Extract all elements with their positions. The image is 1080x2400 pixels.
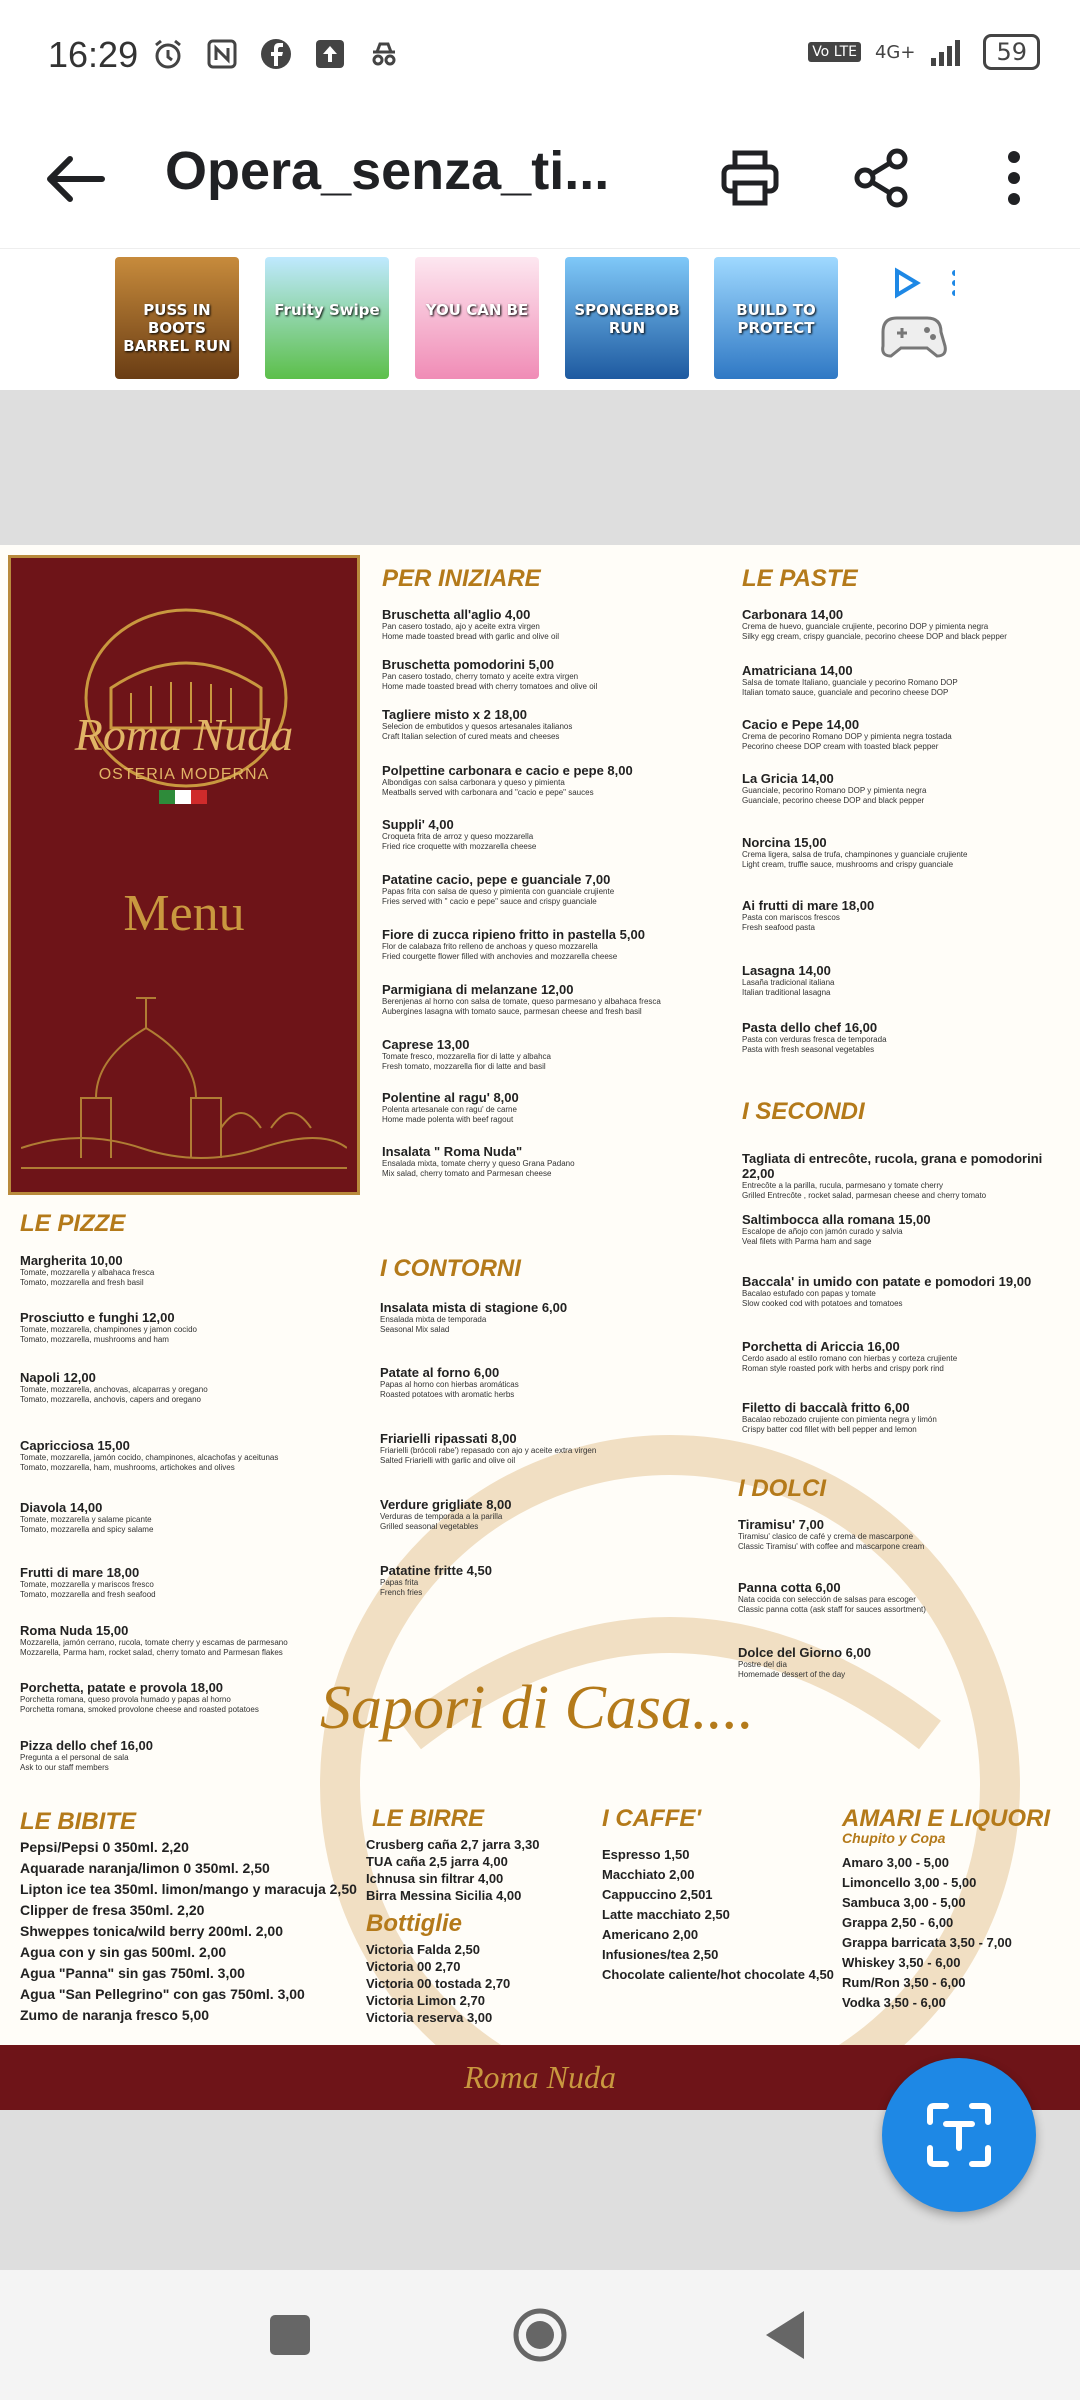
item-desc-es: Cerdo asado al estilo romano con hierbas y corteza crujiente bbox=[742, 1354, 958, 1363]
item-desc-es: Tomate fresco, mozzarella fior di latte y albahca bbox=[382, 1052, 551, 1061]
item-desc-es: Pan casero tostado, cherry tomato y aceite extra virgen bbox=[382, 672, 579, 681]
amari-title: AMARI E LIQUORI bbox=[842, 1805, 1050, 1832]
print-icon[interactable] bbox=[710, 138, 790, 218]
status-time: 16:29 bbox=[48, 34, 139, 75]
per_iniziare-item bbox=[382, 1037, 712, 1072]
item-name: Polpettine carbonara e cacio e pepe 8,00 bbox=[382, 763, 633, 778]
ad-banner[interactable] bbox=[0, 248, 1080, 389]
item-desc-en: Roman style roasted pork with herbs and crispy pork rind bbox=[742, 1364, 944, 1373]
item-name: Dolce del Giorno 6,00 bbox=[738, 1645, 871, 1660]
italian-flag bbox=[159, 790, 207, 804]
item-desc-es: Guanciale, pecorino Romano DOP y pimienta negra bbox=[742, 786, 927, 795]
amari-item: Sambuca 3,00 - 5,00 bbox=[842, 1895, 966, 1910]
ad-tile-5[interactable] bbox=[714, 257, 838, 379]
item-desc-es: Lasaña tradicional italiana bbox=[742, 978, 835, 987]
item-desc-en: Mix salad, cherry tomato and Parmesan cheese bbox=[382, 1169, 552, 1178]
ad-tile-3[interactable] bbox=[415, 257, 539, 379]
le_pizze-item bbox=[20, 1253, 350, 1288]
item-desc-es: Porchetta romana, queso provola humado y papas al horno bbox=[20, 1695, 231, 1704]
item-desc-en: Pasta with fresh seasonal vegetables bbox=[742, 1045, 875, 1054]
per_iniziare-item bbox=[382, 1144, 712, 1179]
item-name: Patatine fritte 4,50 bbox=[380, 1563, 492, 1578]
amari-item: Whiskey 3,50 - 6,00 bbox=[842, 1955, 961, 1970]
le_birre-item: Ichnusa sin filtrar 4,00 bbox=[366, 1871, 504, 1886]
le_bibite-title: LE BIBITE bbox=[20, 1808, 137, 1835]
i_secondi-item bbox=[742, 1339, 1072, 1374]
i_caffe-item: Cappuccino 2,501 bbox=[602, 1887, 713, 1902]
item-name: Fiore di zucca ripieno fritto in pastella 5,00 bbox=[382, 927, 645, 942]
item-desc-en: Meatballs served with carbonara and "cacio e pepe" sauces bbox=[382, 788, 594, 797]
item-desc-es: Berenjenas al horno con salsa de tomate, queso parmesano y albahaca fresca bbox=[382, 997, 661, 1006]
i_secondi-item bbox=[742, 1274, 1072, 1309]
item-desc-en: Fresh seafood pasta bbox=[742, 923, 815, 932]
item-desc-es: Papas al horno con hierbas aromáticas bbox=[380, 1380, 519, 1389]
bottiglie-item: Victoria 00 2,70 bbox=[366, 1959, 461, 1974]
footer-brand: Roma Nuda bbox=[464, 2059, 616, 2095]
per_iniziare-title: PER INIZIARE bbox=[382, 565, 541, 592]
item-desc-en: Salted Friarielli with garlic and olive oil bbox=[380, 1456, 516, 1465]
arrow-back-icon[interactable] bbox=[40, 144, 110, 214]
item-desc-en: Home made toasted bread with cherry tomatoes and olive oil bbox=[382, 682, 598, 691]
le_pizze-item bbox=[20, 1738, 350, 1773]
item-name: Bruschetta all'aglio 4,00 bbox=[382, 607, 531, 622]
le_bibite-item: Agua "Panna" sin gas 750ml. 3,00 bbox=[20, 1965, 245, 1981]
le_bibite-item: Agua "San Pellegrino" con gas 750ml. 3,00 bbox=[20, 1986, 305, 2002]
item-name: Pasta dello chef 16,00 bbox=[742, 1020, 878, 1035]
item-desc-en: Slow cooked cod with potatoes and tomatoes bbox=[742, 1299, 903, 1308]
le_bibite-item: Zumo de naranja fresco 5,00 bbox=[20, 2007, 210, 2023]
item-name: Tagliata di entrecôte, rucola, grana e pomodorini 22,00 bbox=[742, 1151, 1043, 1181]
le_bibite-item: Shweppes tonica/wild berry 200ml. 2,00 bbox=[20, 1923, 283, 1939]
le_bibite-item: Lipton ice tea 350ml. limon/mango y maracuja 2,50 bbox=[20, 1881, 357, 1897]
per_iniziare-item bbox=[382, 817, 712, 852]
network-type: 4G+ bbox=[874, 41, 916, 63]
amari-item: Grappa barricata 3,50 - 7,00 bbox=[842, 1935, 1012, 1950]
i_contorni-item bbox=[380, 1497, 710, 1532]
i_secondi-item bbox=[742, 1151, 1072, 1201]
amari-item: Amaro 3,00 - 5,00 bbox=[842, 1855, 949, 1870]
alarm-icon bbox=[150, 36, 186, 72]
item-desc-es: Selecion de embutidos y quesos artesanales italianos bbox=[382, 722, 573, 731]
i_caffe-item: Infusiones/tea 2,50 bbox=[602, 1947, 719, 1962]
item-desc-es: Albondigas con salsa carbonara y queso y pimienta bbox=[382, 778, 565, 787]
item-desc-en: Fried rice croquette with mozzarella cheese bbox=[382, 842, 537, 851]
ad-choices[interactable] bbox=[875, 257, 955, 379]
i_contorni-item bbox=[380, 1431, 710, 1466]
item-desc-en: Grilled Entrecôte , rocket salad, parmesan cheese and cherry tomato bbox=[742, 1191, 987, 1200]
item-desc-en: Tomato, mozzarella, anchovis, capers and oregano bbox=[20, 1395, 201, 1404]
le_pizze-item bbox=[20, 1500, 350, 1535]
item-desc-es: Tomate, mozzarella, jamón cocido, champinones, alcachofas y aceitunas bbox=[20, 1453, 279, 1462]
i_contorni-item bbox=[380, 1365, 710, 1400]
item-name: Patatine cacio, pepe e guanciale 7,00 bbox=[382, 872, 611, 887]
item-name: Margherita 10,00 bbox=[20, 1253, 123, 1268]
item-desc-en: Tomato, mozzarella and spicy salame bbox=[20, 1525, 154, 1534]
item-desc-es: Croqueta frita de arroz y queso mozzarella bbox=[382, 832, 534, 841]
item-desc-es: Tomate, mozzarella y salame picante bbox=[20, 1515, 152, 1524]
le_paste-item bbox=[742, 963, 1072, 998]
item-desc-en: Roasted potatoes with aromatic herbs bbox=[380, 1390, 515, 1399]
item-name: La Gricia 14,00 bbox=[742, 771, 834, 786]
item-name: Insalata mista di stagione 6,00 bbox=[380, 1300, 568, 1315]
volte-badge: Vo LTE bbox=[808, 42, 861, 62]
system-nav-bar bbox=[0, 2270, 1080, 2400]
i_caffe-item: Macchiato 2,00 bbox=[602, 1867, 695, 1882]
per_iniziare-item bbox=[382, 927, 712, 962]
per_iniziare-item bbox=[382, 872, 712, 907]
per_iniziare-item bbox=[382, 657, 712, 692]
le_paste-item bbox=[742, 607, 1072, 642]
le_birre-title: LE BIRRE bbox=[372, 1805, 485, 1832]
i_caffe-item: Chocolate caliente/hot chocolate 4,50 bbox=[602, 1967, 834, 1982]
upload-icon bbox=[312, 36, 348, 72]
i_contorni-item bbox=[380, 1300, 710, 1335]
item-desc-en: Light cream, truffle sauce, mushrooms and crispy guanciale bbox=[742, 860, 954, 869]
item-desc-en: Fresh tomato, mozzarella fior di latte and basil bbox=[382, 1062, 546, 1071]
le_birre-item: TUA caña 2,5 jarra 4,00 bbox=[366, 1854, 508, 1869]
le_bibite-item: Clipper de fresa 350ml. 2,20 bbox=[20, 1902, 205, 1918]
amari-item: Rum/Ron 3,50 - 6,00 bbox=[842, 1975, 966, 1990]
le_paste-item bbox=[742, 835, 1072, 870]
per_iniziare-item bbox=[382, 707, 712, 742]
item-name: Polentine al ragu' 8,00 bbox=[382, 1090, 519, 1105]
item-desc-es: Tiramisu' clasico de café y crema de mascarpone bbox=[738, 1532, 914, 1541]
le_pizze-title: LE PIZZE bbox=[20, 1210, 126, 1237]
item-name: Insalata " Roma Nuda" bbox=[382, 1144, 523, 1159]
item-desc-es: Crema de huevo, guanciale crujiente, pecorino DOP y pimienta negra bbox=[742, 622, 989, 631]
item-desc-es: Mozzarella, jamón cerrano, rucola, tomate cherry y escamas de parmesano bbox=[20, 1638, 288, 1647]
item-desc-es: Pregunta a el personal de sala bbox=[20, 1753, 129, 1762]
ad-tile-1[interactable] bbox=[115, 257, 239, 379]
item-name: Diavola 14,00 bbox=[20, 1500, 103, 1515]
i_contorni-title: I CONTORNI bbox=[380, 1255, 521, 1282]
le_pizze-item bbox=[20, 1680, 350, 1715]
amari-item: Limoncello 3,00 - 5,00 bbox=[842, 1875, 977, 1890]
item-desc-es: Crema de pecorino Romano DOP y pimienta negra tostada bbox=[742, 732, 952, 741]
item-name: Porchetta, patate e provola 18,00 bbox=[20, 1680, 224, 1695]
brand-subtitle: OSTERIA MODERNA bbox=[98, 766, 270, 783]
item-desc-es: Escalope de añojo con jamón curado y salvia bbox=[742, 1227, 903, 1236]
per_iniziare-item bbox=[382, 982, 712, 1017]
bottiglie-item: Victoria Falda 2,50 bbox=[366, 1942, 480, 1957]
item-desc-en: Tomato, mozzarella and fresh basil bbox=[20, 1278, 144, 1287]
le_pizze-item bbox=[20, 1623, 350, 1658]
item-name: Pizza dello chef 16,00 bbox=[20, 1738, 153, 1753]
le_paste-item bbox=[742, 717, 1072, 752]
item-desc-en: Seasonal Mix salad bbox=[380, 1325, 450, 1334]
app-bar bbox=[0, 110, 1080, 245]
item-desc-en: Silky egg cream, crispy guanciale, pecorino cheese DOP and black pepper bbox=[742, 632, 1007, 641]
amari-subtitle: Chupito y Copa bbox=[842, 1830, 946, 1846]
item-name: Porchetta di Ariccia 16,00 bbox=[742, 1339, 900, 1354]
item-desc-en: Aubergines lasagna with tomato sauce, parmesan cheese and fresh basil bbox=[382, 1007, 642, 1016]
scan-text-icon bbox=[924, 2100, 994, 2170]
per_iniziare-item bbox=[382, 607, 712, 642]
ad-tile-4[interactable] bbox=[565, 257, 689, 379]
item-desc-es: Tomate, mozzarella y mariscos fresco bbox=[20, 1580, 154, 1589]
item-name: Saltimbocca alla romana 15,00 bbox=[742, 1212, 931, 1227]
item-name: Patate al forno 6,00 bbox=[380, 1365, 500, 1380]
item-desc-en: Fried courgette flower filled with anchovies and mozzarella cheese bbox=[382, 952, 618, 961]
i_caffe-title: I CAFFE' bbox=[602, 1805, 702, 1832]
facebook-icon bbox=[258, 36, 294, 72]
item-desc-en: Tomato, mozzarella and fresh seafood bbox=[20, 1590, 156, 1599]
cover-panel bbox=[8, 555, 360, 1195]
le_paste-item bbox=[742, 1020, 1072, 1055]
item-desc-en: Classic Tiramisu' with coffee and mascarpone cream bbox=[738, 1542, 925, 1551]
item-desc-es: Entrecôte a la parilla, rucula, parmesano y tomate cherry bbox=[742, 1181, 943, 1190]
brand-name: Roma Nuda bbox=[74, 709, 294, 760]
i_dolci-item bbox=[738, 1580, 1078, 1615]
item-desc-es: Pasta con mariscos frescos bbox=[742, 913, 840, 922]
item-desc-en: Italian traditional lasagna bbox=[742, 988, 831, 997]
item-desc-en: Home made toasted bread with garlic and olive oil bbox=[382, 632, 559, 641]
le_paste-item bbox=[742, 663, 1072, 698]
item-desc-en: Fries served with " cacio e pepe" sauce and crispy guanciale bbox=[382, 897, 597, 906]
menu-word: Menu bbox=[123, 885, 245, 942]
item-desc-en: Italian tomato sauce, guanciale and pecorino cheese DOP bbox=[742, 688, 949, 697]
i_dolci-item bbox=[738, 1645, 1078, 1680]
ad-tile-2[interactable] bbox=[265, 257, 389, 379]
menu-page bbox=[0, 545, 1080, 2110]
more-vert-icon[interactable] bbox=[974, 138, 1054, 218]
share-icon[interactable] bbox=[842, 138, 922, 218]
item-desc-es: Tomate, mozzarella, champinones y jamon cocido bbox=[20, 1325, 197, 1334]
item-name: Norcina 15,00 bbox=[742, 835, 827, 850]
item-name: Prosciutto e funghi 12,00 bbox=[20, 1310, 175, 1325]
item-name: Tiramisu' 7,00 bbox=[738, 1517, 824, 1532]
item-name: Ai frutti di mare 18,00 bbox=[742, 898, 875, 913]
item-desc-es: Friarielli (brócoli rabe') repasado con ajo y aceite extra virgen bbox=[380, 1446, 597, 1455]
scan-text-button[interactable] bbox=[882, 2058, 1036, 2212]
item-desc-en: Crispy batter cod fillet with bell pepper and lemon bbox=[742, 1425, 917, 1434]
item-desc-es: Pan casero tostado, ajo y aceite extra virgen bbox=[382, 622, 540, 631]
item-desc-en: Porchetta romana, smoked provolone cheese and roasted potatoes bbox=[20, 1705, 259, 1714]
ad-choices-icon bbox=[875, 257, 955, 379]
item-desc-es: Flor de calabaza frito relleno de anchoas y queso mozzarella bbox=[382, 942, 598, 951]
item-desc-en: Ask to our staff members bbox=[20, 1763, 109, 1772]
ad-tile-5-label: BUILD TO PROTECT bbox=[736, 301, 816, 337]
item-name: Baccala' in umido con patate e pomodori 19,00 bbox=[742, 1274, 1032, 1289]
bottiglie-item: Victoria reserva 3,00 bbox=[366, 2010, 493, 2025]
ad-tile-1-label: PUSS IN BOOTS BARREL RUN bbox=[123, 301, 231, 355]
item-desc-es: Polenta artesanale con ragu' de carne bbox=[382, 1105, 517, 1114]
amari-item: Vodka 3,50 - 6,00 bbox=[842, 1995, 946, 2010]
item-desc-es: Papas frita bbox=[380, 1578, 419, 1587]
i_caffe-item: Latte macchiato 2,50 bbox=[602, 1907, 730, 1922]
item-desc-es: Crema ligera, salsa de trufa, champinones y guanciale crujiente bbox=[742, 850, 968, 859]
nav-back-icon[interactable] bbox=[750, 2300, 820, 2370]
le_bibite-item: Aquarade naranja/limon 0 350ml. 2,50 bbox=[20, 1860, 270, 1876]
item-desc-en: Grilled seasonal vegetables bbox=[380, 1522, 479, 1531]
item-name: Tagliere misto x 2 18,00 bbox=[382, 707, 527, 722]
le_pizze-item bbox=[20, 1370, 350, 1405]
le_bibite-item: Pepsi/Pepsi 0 350ml. 2,20 bbox=[20, 1839, 189, 1855]
ad-tile-4-label: SPONGEBOB RUN bbox=[574, 301, 680, 337]
i_dolci-item bbox=[738, 1517, 1078, 1552]
per_iniziare-item bbox=[382, 1090, 712, 1125]
item-name: Capricciosa 15,00 bbox=[20, 1438, 130, 1453]
le_pizze-item bbox=[20, 1565, 350, 1600]
item-desc-es: Pasta con verduras fresca de temporada bbox=[742, 1035, 887, 1044]
item-desc-en: Tomato, mozzarella, ham, mushrooms, artichokes and olives bbox=[20, 1463, 235, 1472]
bottiglie-item: Victoria 00 tostada 2,70 bbox=[366, 1976, 511, 1991]
bottiglie-title: Bottiglie bbox=[366, 1910, 462, 1937]
battery-indicator: 59 bbox=[983, 34, 1040, 70]
le_pizze-item bbox=[20, 1310, 350, 1345]
i_secondi-item bbox=[742, 1400, 1072, 1435]
i_secondi-item bbox=[742, 1212, 1072, 1247]
ad-tile-2-label: Fruity Swipe bbox=[274, 301, 380, 319]
bottiglie-item: Victoria Limon 2,70 bbox=[366, 1993, 485, 2008]
item-name: Caprese 13,00 bbox=[382, 1037, 470, 1052]
i_secondi-title: I SECONDI bbox=[742, 1098, 865, 1125]
le_paste-item bbox=[742, 898, 1072, 933]
item-desc-en: Guanciale, pecorino cheese DOP and black pepper bbox=[742, 796, 925, 805]
tagline: Sapori di Casa.... bbox=[320, 1674, 755, 1742]
item-desc-es: Verduras de temporada a la parilla bbox=[380, 1512, 503, 1521]
le_bibite-item: Agua con y sin gas 500ml. 2,00 bbox=[20, 1944, 227, 1960]
le_birre-item: Crusberg caña 2,7 jarra 3,30 bbox=[366, 1837, 540, 1852]
item-name: Roma Nuda 15,00 bbox=[20, 1623, 129, 1638]
item-name: Suppli' 4,00 bbox=[382, 817, 454, 832]
item-desc-es: Bacalao rebozado crujiente con pimienta negra y limón bbox=[742, 1415, 937, 1424]
item-name: Friarielli ripassati 8,00 bbox=[380, 1431, 517, 1446]
item-name: Bruschetta pomodorini 5,00 bbox=[382, 657, 554, 672]
item-name: Panna cotta 6,00 bbox=[738, 1580, 841, 1595]
home-icon[interactable] bbox=[505, 2300, 575, 2370]
i_caffe-item: Espresso 1,50 bbox=[602, 1847, 690, 1862]
item-desc-es: Ensalada mixta, tomate cherry y queso Grana Padano bbox=[382, 1159, 575, 1168]
i_dolci-title: I DOLCI bbox=[738, 1475, 826, 1502]
item-desc-en: Craft Italian selection of cured meats and cheeses bbox=[382, 732, 560, 741]
status-bar bbox=[0, 0, 1080, 110]
item-desc-en: Homemade dessert of the day bbox=[738, 1670, 846, 1679]
item-desc-es: Salsa de tomate Italiano, guanciale y pecorino Romano DOP bbox=[742, 678, 958, 687]
item-desc-es: Ensalada mixta de temporada bbox=[380, 1315, 487, 1324]
item-desc-es: Tomate, mozzarella, anchovas, alcaparras y oregano bbox=[20, 1385, 208, 1394]
per_iniziare-item bbox=[382, 763, 712, 798]
item-name: Cacio e Pepe 14,00 bbox=[742, 717, 860, 732]
item-desc-en: Home made polenta with beef ragout bbox=[382, 1115, 514, 1124]
item-name: Napoli 12,00 bbox=[20, 1370, 96, 1385]
ad-tile-3-label: YOU CAN BE bbox=[425, 301, 529, 319]
i_contorni-item bbox=[380, 1563, 710, 1598]
item-desc-en: Pecorino cheese DOP cream with toasted black pepper bbox=[742, 742, 939, 751]
item-name: Lasagna 14,00 bbox=[742, 963, 831, 978]
recent-apps-icon[interactable] bbox=[255, 2300, 325, 2370]
le_paste-title: LE PASTE bbox=[742, 565, 858, 592]
item-desc-es: Postre del dia bbox=[738, 1660, 787, 1669]
item-desc-es: Papas frita con salsa de queso y pimienta con guanciale crujiente bbox=[382, 887, 615, 896]
item-desc-es: Nata cocida con selección de salsas para escoger bbox=[738, 1595, 916, 1604]
document-title: Opera_senza_ti... bbox=[165, 141, 610, 201]
item-desc-es: Tomate, mozzarella y albahaca fresca bbox=[20, 1268, 155, 1277]
le_paste-item bbox=[742, 771, 1072, 806]
item-desc-en: Tomato, mozzarella, mushrooms and ham bbox=[20, 1335, 169, 1344]
incognito-icon bbox=[366, 36, 402, 72]
le_pizze-item bbox=[20, 1438, 350, 1473]
nfc-icon bbox=[204, 36, 240, 72]
item-name: Verdure grigliate 8,00 bbox=[380, 1497, 512, 1512]
item-name: Frutti di mare 18,00 bbox=[20, 1565, 140, 1580]
item-name: Filetto di baccalà fritto 6,00 bbox=[742, 1400, 910, 1415]
item-desc-en: French fries bbox=[380, 1588, 423, 1597]
item-desc-es: Bacalao estufado con papas y tomate bbox=[742, 1289, 876, 1298]
item-desc-en: Veal filets with Parma ham and sage bbox=[742, 1237, 872, 1246]
item-desc-en: Mozzarella, Parma ham, rocket salad, cherry tomato and Parmesan flakes bbox=[20, 1648, 283, 1657]
i_caffe-item: Americano 2,00 bbox=[602, 1927, 699, 1942]
signal-icon bbox=[929, 36, 969, 68]
item-desc-en: Classic panna cotta (ask staff for sauces assortment) bbox=[738, 1605, 926, 1614]
item-name: Carbonara 14,00 bbox=[742, 607, 844, 622]
amari-item: Grappa 2,50 - 6,00 bbox=[842, 1915, 954, 1930]
le_birre-item: Birra Messina Sicilia 4,00 bbox=[366, 1888, 522, 1903]
rome-skyline bbox=[21, 958, 347, 1178]
item-name: Parmigiana di melanzane 12,00 bbox=[382, 982, 574, 997]
item-name: Amatriciana 14,00 bbox=[742, 663, 853, 678]
